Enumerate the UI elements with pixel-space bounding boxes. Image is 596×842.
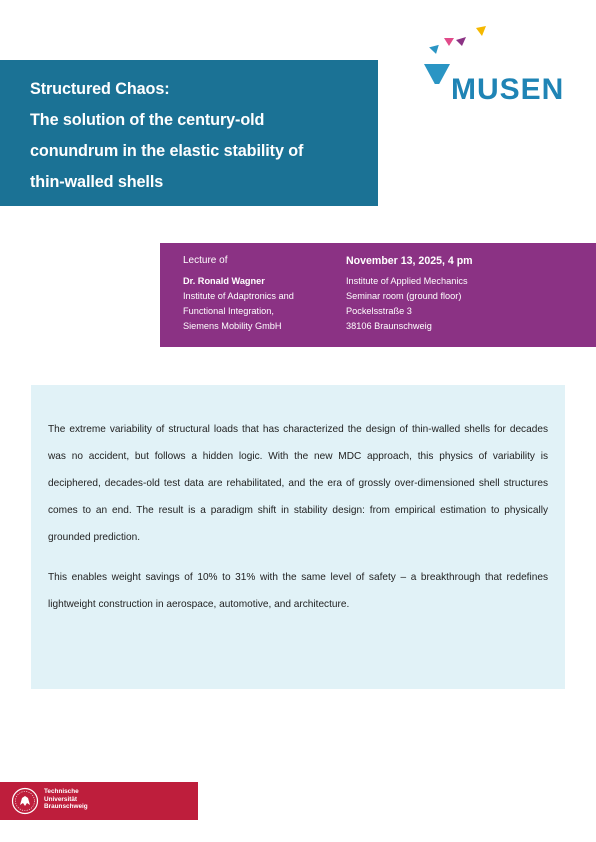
speaker-name: Dr. Ronald Wagner bbox=[183, 276, 265, 286]
abstract-panel bbox=[31, 385, 565, 689]
musen-logo-text: MUSEN bbox=[451, 73, 565, 106]
university-name-line: Universität bbox=[44, 795, 78, 803]
abstract-paragraph: This enables weight savings of 10% to 31% with the same level of safety – a breakthrough that redefines lightweight construction in aerospace, automotive, and architecture. bbox=[48, 572, 548, 610]
venue-line: Institute of Applied Mechanics bbox=[346, 276, 468, 286]
speaker-column bbox=[183, 253, 333, 334]
speaker-affiliation-line: Siemens Mobility GmbH bbox=[183, 321, 282, 331]
speaker-affiliation-line: Institute of Adaptronics and bbox=[183, 291, 294, 301]
university-name-line: Braunschweig bbox=[44, 803, 88, 811]
lecture-label: Lecture of bbox=[183, 255, 228, 266]
tu-braunschweig-logo bbox=[0, 782, 198, 820]
title-line: Structured Chaos: bbox=[30, 80, 170, 98]
abstract-paragraph: The extreme variability of structural loads that has characterized the design of thin-walled shells for decades was no accident, but follows a hidden logic. With the new MDC approach, this physics of variability is deciphered, decades-old test data are rehabilitated, and the era of grossly over-dimensioned shell structures comes to an end. The result is a paradigm shift in stability design: from empirical estimation to physically grounded prediction. bbox=[48, 424, 548, 543]
musen-logo bbox=[418, 24, 568, 108]
tu-braunschweig-seal-icon bbox=[11, 786, 39, 816]
lecture-info-panel bbox=[160, 243, 596, 347]
venue-line: Pockelsstraße 3 bbox=[346, 306, 412, 316]
venue-column bbox=[346, 253, 576, 334]
lecture-date: November 13, 2025, 4 pm bbox=[346, 255, 473, 267]
university-name-line: Technische bbox=[44, 788, 79, 795]
venue-line: Seminar room (ground floor) bbox=[346, 291, 462, 301]
university-name bbox=[44, 788, 88, 811]
lecture-title-banner bbox=[0, 60, 378, 206]
speaker-affiliation-line: Functional Integration, bbox=[183, 306, 274, 316]
title-line: thin-walled shells bbox=[30, 173, 164, 191]
title-line: conundrum in the elastic stability of bbox=[30, 142, 304, 160]
venue-line: 38106 Braunschweig bbox=[346, 321, 432, 331]
title-line: The solution of the century-old bbox=[30, 111, 265, 129]
